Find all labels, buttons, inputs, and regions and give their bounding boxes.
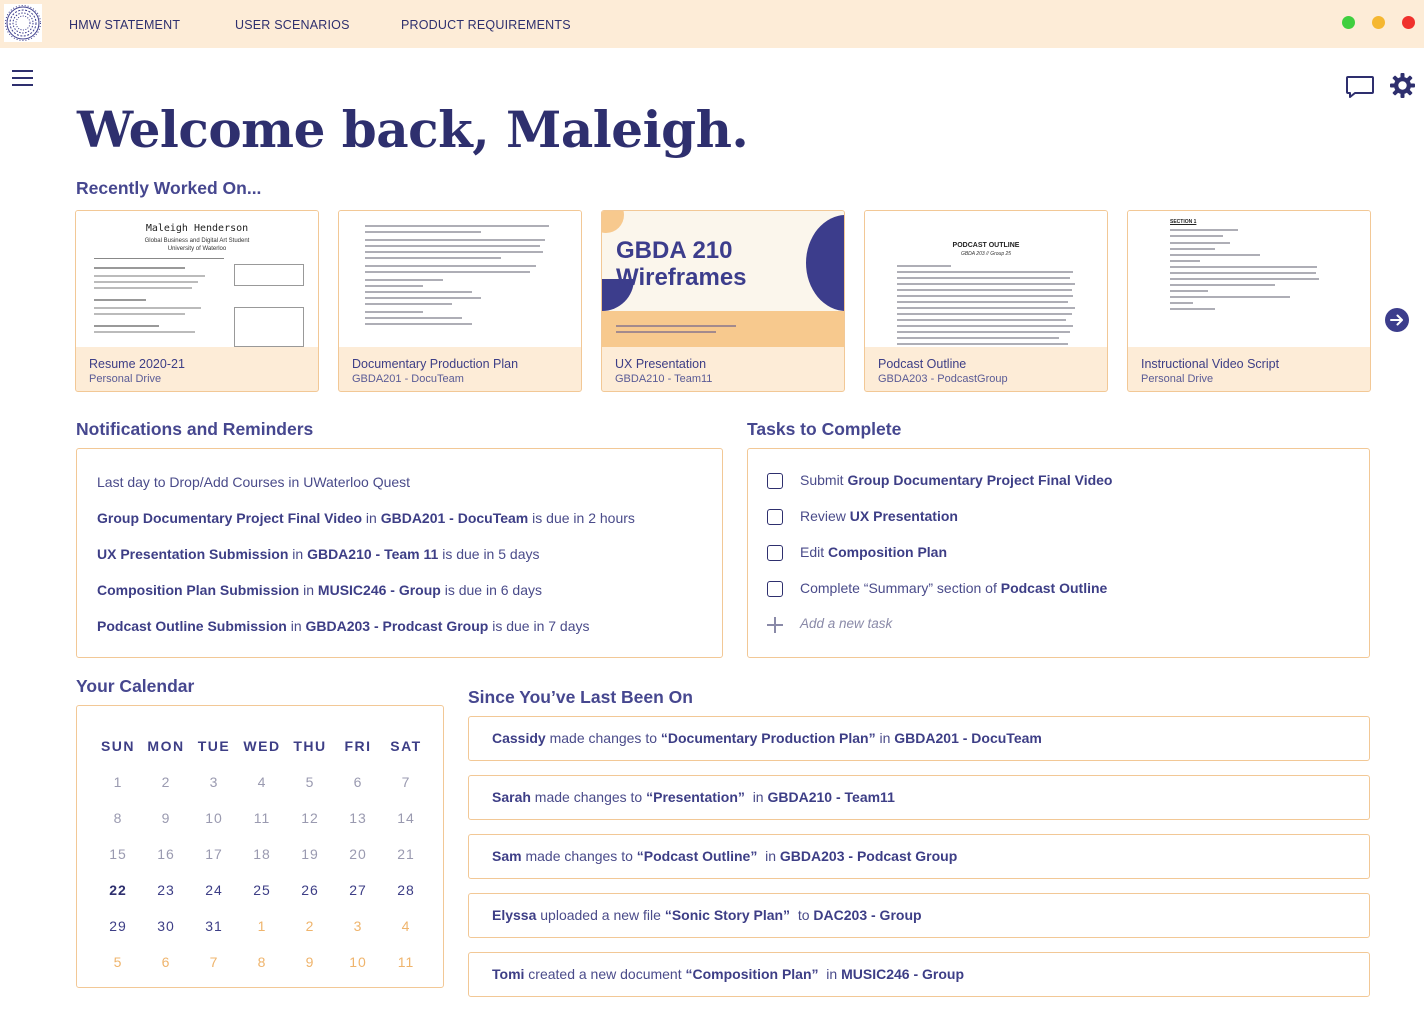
preview-decor-circle [602, 211, 624, 233]
add-task-button[interactable] [767, 616, 967, 636]
calendar-day[interactable]: 10 [205, 810, 223, 826]
calendar-week [94, 944, 440, 980]
preview-subheading-2: University of Waterloo [167, 246, 227, 252]
notification-item[interactable] [97, 474, 410, 490]
task-checkbox[interactable] [767, 509, 783, 525]
activity-text: Tomi created a new document “Composition Plan” in MUSIC246 - Group [492, 966, 964, 982]
notification-due: is due in 5 days [438, 546, 540, 562]
activity-item[interactable] [468, 834, 1370, 879]
calendar-day[interactable]: 11 [253, 810, 271, 826]
calendar-day[interactable]: 17 [205, 846, 223, 862]
calendar-day[interactable]: 30 [157, 918, 175, 934]
calendar-day-next-month[interactable]: 3 [353, 918, 363, 934]
calendar-day[interactable]: 31 [205, 918, 223, 934]
calendar-day[interactable]: 18 [253, 846, 271, 862]
calendar-day[interactable]: 16 [157, 846, 175, 862]
app-logo[interactable] [4, 4, 42, 42]
card-title: Instructional Video Script [1141, 357, 1280, 371]
preview-heading: PODCAST OUTLINE [952, 242, 1020, 249]
activity-item[interactable] [468, 775, 1370, 820]
notification-text: Last day to Drop/Add Courses in UWaterloo Quest [97, 474, 411, 490]
preview-body [897, 265, 1077, 347]
calendar-week [94, 872, 440, 908]
tasks-panel [747, 448, 1370, 658]
notification-item-name: Composition Plan Submission [97, 582, 300, 598]
calendar-weekday-header [94, 728, 440, 764]
notification-item-name: Group Documentary Project Final Video [97, 510, 363, 526]
notification-course: MUSIC246 - Group [317, 582, 441, 598]
calendar-day[interactable]: 2 [161, 774, 171, 790]
calendar-day-next-month[interactable]: 8 [257, 954, 267, 970]
notification-item[interactable] [97, 510, 635, 526]
notification-course: GBDA201 - DocuTeam [380, 510, 529, 526]
task-label: Review UX Presentation [800, 508, 958, 524]
calendar-panel [76, 705, 444, 988]
card-subtitle: Personal Drive [1141, 373, 1214, 385]
calendar-day[interactable]: 5 [305, 774, 315, 790]
calendar-day[interactable]: 29 [109, 918, 127, 934]
calendar-day[interactable]: 27 [349, 882, 367, 898]
notification-item-name: UX Presentation Submission [97, 546, 289, 562]
gear-svg-icon [1389, 72, 1416, 99]
weekday-label: TUE [197, 738, 231, 754]
nav-hmw-statement[interactable]: HMW STATEMENT [69, 18, 181, 32]
notification-item[interactable] [97, 546, 539, 562]
card-thumbnail [1128, 211, 1370, 347]
calendar-day[interactable]: 13 [349, 810, 367, 826]
task-checkbox[interactable] [767, 581, 783, 597]
activity-item[interactable] [468, 893, 1370, 938]
card-subtitle: Personal Drive [89, 373, 162, 385]
nav-product-requirements[interactable]: PRODUCT REQUIREMENTS [401, 18, 571, 32]
notification-item[interactable] [97, 582, 542, 598]
preview-body [365, 225, 559, 329]
maximize-dot[interactable] [1342, 16, 1355, 29]
calendar-day-next-month[interactable]: 4 [401, 918, 411, 934]
activity-text: Sam made changes to “Podcast Outline” in GBDA203 - Podcast Group [492, 848, 958, 864]
calendar-day[interactable]: 28 [397, 882, 415, 898]
calendar-grid [94, 728, 440, 980]
arrow-right-icon [1385, 308, 1409, 332]
notification-item[interactable] [97, 618, 590, 634]
calendar-day[interactable]: 3 [209, 774, 219, 790]
calendar-day-next-month[interactable]: 5 [113, 954, 123, 970]
preview-heading: SECTION 1 [1170, 219, 1197, 225]
task-label: Submit Group Documentary Project Final Video [800, 472, 1113, 488]
weekday-label: SAT [390, 738, 422, 754]
recent-card-documentary[interactable] [338, 210, 582, 392]
menu-icon[interactable] [12, 70, 33, 86]
card-subtitle: GBDA203 - PodcastGroup [878, 373, 1008, 385]
task-label: Complete “Summary” section of Podcast Outline [800, 580, 1108, 596]
preview-heading: Maleigh Henderson [145, 223, 249, 234]
sidebar [0, 48, 47, 1017]
notification-connector: in [288, 546, 308, 562]
calendar-day-next-month[interactable]: 9 [305, 954, 315, 970]
activity-item[interactable] [468, 716, 1370, 761]
notification-connector: in [362, 510, 381, 526]
calendar-section-title: Your Calendar [76, 676, 195, 696]
notification-connector: in [299, 582, 318, 598]
chat-bubble-icon [1345, 75, 1375, 99]
preview-contact-box [234, 264, 304, 286]
calendar-week [94, 836, 440, 872]
carousel-next-button[interactable] [1385, 308, 1409, 332]
preview-subheading: GBDA 203 // Group 25 [960, 251, 1012, 257]
preview-cert-box [234, 307, 304, 347]
activity-text: Cassidy made changes to “Documentary Production Plan” in GBDA201 - DocuTeam [492, 730, 1042, 746]
task-label: Edit Composition Plan [800, 544, 948, 560]
activity-item[interactable] [468, 952, 1370, 997]
notification-due: is due in 7 days [488, 618, 590, 634]
calendar-day[interactable]: 24 [205, 882, 223, 898]
top-nav-bar [0, 0, 1424, 48]
calendar-day[interactable]: 9 [161, 810, 171, 826]
calendar-day-next-month[interactable]: 2 [305, 918, 315, 934]
preview-decor-shape [806, 215, 844, 311]
calendar-day[interactable]: 25 [253, 882, 271, 898]
plus-icon [767, 617, 783, 633]
calendar-week [94, 908, 440, 944]
weekday-label: THU [293, 738, 327, 754]
preview-footer-band [602, 311, 844, 347]
notification-item-name: Podcast Outline Submission [97, 618, 287, 634]
settings-gear-icon[interactable] [1389, 72, 1416, 99]
preview-heading-2: Wireframes [616, 264, 747, 291]
card-title: Podcast Outline [878, 357, 967, 371]
activity-section-title: Since You’ve Last Been On [468, 687, 693, 707]
card-thumbnail [339, 211, 581, 347]
calendar-day[interactable]: 4 [257, 774, 267, 790]
preview-subheading: Global Business and Digital Art Student [144, 238, 250, 244]
notification-course: GBDA203 - Prodcast Group [305, 618, 489, 634]
recent-card-resume[interactable] [75, 210, 319, 392]
card-title: Resume 2020-21 [89, 357, 185, 371]
preview-body [1170, 229, 1320, 314]
notification-due: is due in 2 hours [528, 510, 635, 526]
calendar-day-next-month[interactable]: 10 [349, 954, 367, 970]
task-checkbox[interactable] [767, 545, 783, 561]
weekday-label: FRI [344, 738, 372, 754]
preview-body [94, 258, 224, 343]
card-subtitle: GBDA210 - Team11 [615, 373, 713, 385]
notifications-panel [76, 448, 723, 658]
activity-text: Sarah made changes to “Presentation” in GBDA210 - Team11 [492, 789, 895, 805]
notification-due: is due in 6 days [440, 582, 542, 598]
add-task-placeholder: Add a new task [800, 616, 893, 631]
calendar-day[interactable]: 26 [301, 882, 319, 898]
chat-icon[interactable] [1345, 75, 1375, 99]
calendar-day[interactable]: 14 [397, 810, 415, 826]
notification-connector: in [286, 618, 306, 634]
notification-course: GBDA210 - Team 11 [307, 546, 439, 562]
calendar-day[interactable]: 20 [349, 846, 367, 862]
tasks-section-title: Tasks to Complete [747, 419, 902, 439]
nav-user-scenarios[interactable]: USER SCENARIOS [235, 18, 350, 32]
calendar-day[interactable]: 23 [157, 882, 175, 898]
recent-card-ux[interactable] [601, 210, 845, 392]
welcome-heading: Welcome back, Maleigh. [77, 100, 749, 159]
card-thumbnail [602, 211, 844, 347]
calendar-day[interactable]: 1 [113, 774, 123, 790]
card-subtitle: GBDA201 - DocuTeam [352, 373, 464, 385]
calendar-day[interactable]: 6 [353, 774, 363, 790]
card-thumbnail [76, 211, 318, 347]
calendar-day[interactable]: 21 [397, 846, 415, 862]
calendar-week [94, 764, 440, 800]
minimize-dot[interactable] [1372, 16, 1385, 29]
preview-heading: GBDA 210 [616, 237, 733, 264]
weekday-label: WED [243, 738, 281, 754]
calendar-day[interactable]: 8 [113, 810, 123, 826]
notifications-section-title: Notifications and Reminders [76, 419, 314, 439]
calendar-day-today[interactable]: 22 [109, 882, 127, 898]
close-dot[interactable] [1402, 16, 1415, 29]
recent-card-podcast[interactable] [864, 210, 1108, 392]
calendar-day-next-month[interactable]: 1 [257, 918, 267, 934]
weekday-label: MON [147, 738, 185, 754]
calendar-week [94, 800, 440, 836]
calendar-day-next-month[interactable]: 11 [397, 954, 415, 970]
recent-section-title: Recently Worked On... [76, 178, 262, 198]
weekday-label: SUN [100, 738, 136, 754]
calendar-day-next-month[interactable]: 7 [209, 954, 219, 970]
recent-card-video-script[interactable] [1127, 210, 1371, 392]
card-title: UX Presentation [615, 357, 707, 371]
spiral-logo-icon [4, 4, 42, 42]
calendar-day[interactable]: 15 [109, 846, 127, 862]
activity-text: Elyssa uploaded a new file “Sonic Story Plan” to DAC203 - Group [492, 907, 922, 923]
card-thumbnail [865, 211, 1107, 347]
card-title: Documentary Production Plan [352, 357, 519, 371]
calendar-day-next-month[interactable]: 6 [161, 954, 171, 970]
task-checkbox[interactable] [767, 473, 783, 489]
calendar-day[interactable]: 7 [401, 774, 411, 790]
calendar-day[interactable]: 12 [301, 810, 319, 826]
calendar-day[interactable]: 19 [301, 846, 319, 862]
